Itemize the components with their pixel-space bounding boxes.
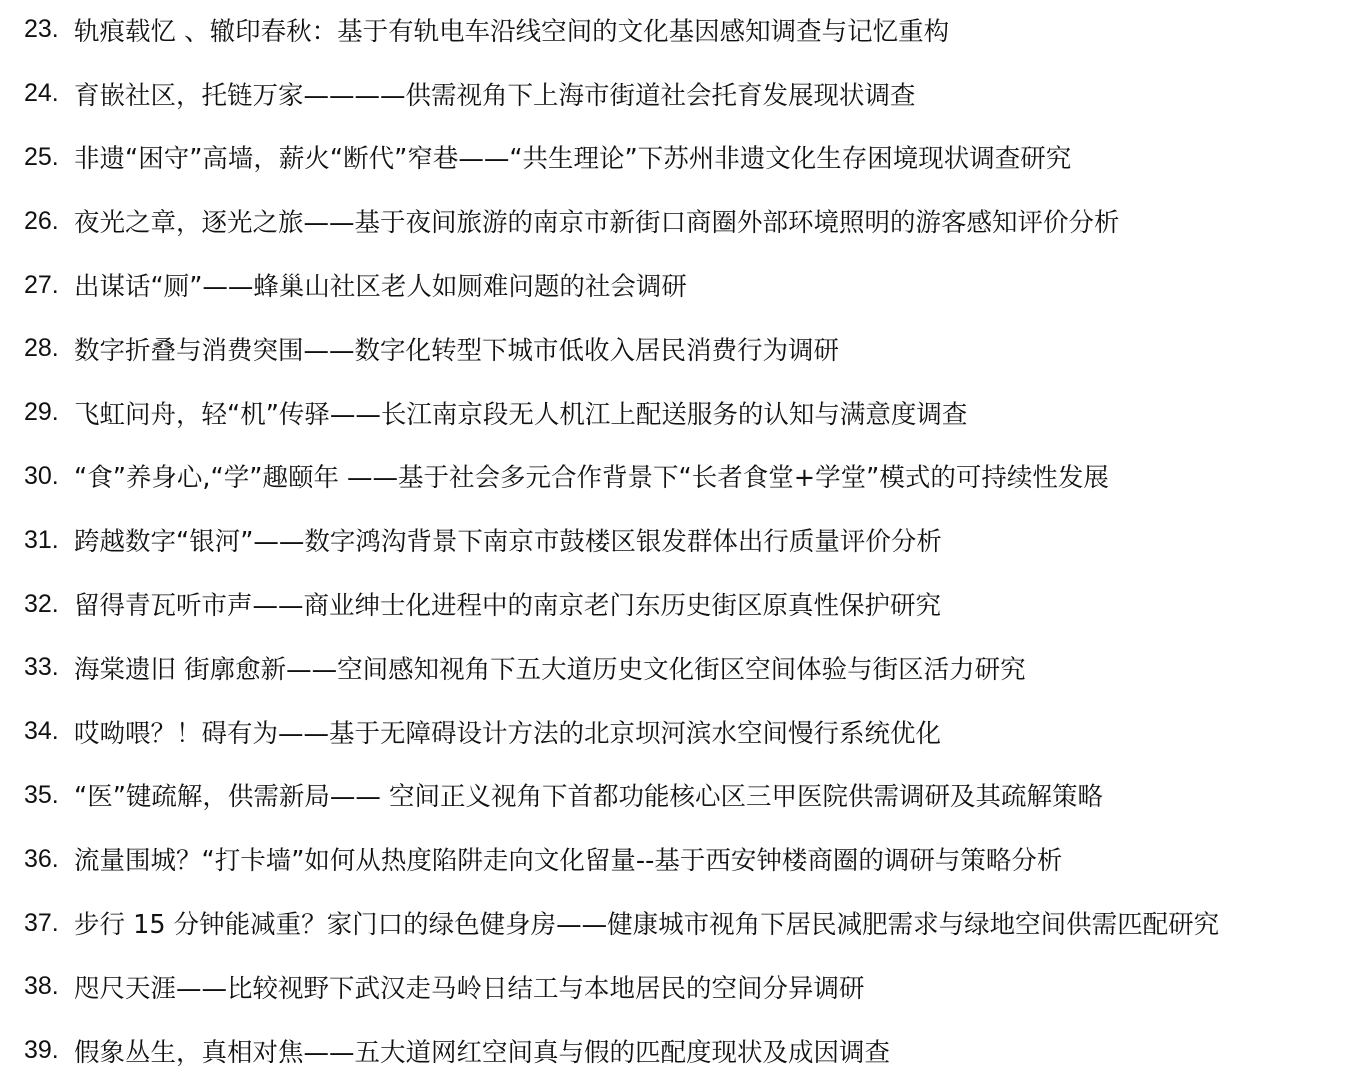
item-title: 步行 15 分钟能减重？家门口的绿色健身房——健康城市视角下居民减肥需求与绿地空间供需匹配研究	[74, 910, 1220, 941]
item-title: 留得青瓦听市声——商业绅士化进程中的南京老门东历史街区原真性保护研究	[74, 591, 942, 622]
item-number: 23.	[24, 15, 59, 44]
item-number: 28.	[24, 334, 59, 363]
list-item	[24, 253, 1359, 317]
list-item	[24, 126, 1359, 190]
item-number: 38.	[24, 972, 59, 1001]
item-number: 34.	[24, 717, 59, 746]
item-number: 35.	[24, 780, 59, 809]
project-title-list	[24, 0, 1359, 1083]
item-number: 30.	[24, 461, 59, 490]
list-item	[24, 317, 1359, 381]
item-title: “食”养身心,“学”趣颐年 ——基于社会多元合作背景下“长者食堂+学堂”模式的可持续性发展	[74, 463, 1109, 494]
list-item	[24, 62, 1359, 126]
item-number: 29.	[24, 398, 59, 427]
list-item	[24, 764, 1359, 828]
item-number: 31.	[24, 525, 59, 554]
list-item	[24, 700, 1359, 764]
item-title: 育嵌社区，托链万家————供需视角下上海市街道社会托育发展现状调查	[74, 80, 916, 111]
item-title: 数字折叠与消费突围——数字化转型下城市低收入居民消费行为调研	[74, 335, 840, 366]
item-title: 流量围城？“打卡墙”如何从热度陷阱走向文化留量--基于西安钟楼商圈的调研与策略分析	[74, 846, 1063, 877]
item-title: 飞虹问舟，轻“机”传驿——长江南京段无人机江上配送服务的认知与满意度调查	[74, 399, 968, 430]
list-item	[24, 508, 1359, 572]
item-number: 26.	[24, 206, 59, 235]
item-title: 出谋话“厕”——蜂巢山社区老人如厕难问题的社会调研	[74, 272, 687, 303]
item-number: 37.	[24, 908, 59, 937]
list-item	[24, 636, 1359, 700]
item-number: 39.	[24, 1036, 59, 1065]
list-item	[24, 1019, 1359, 1083]
item-number: 25.	[24, 142, 59, 171]
list-item	[24, 189, 1359, 253]
item-number: 32.	[24, 589, 59, 618]
list-item	[24, 0, 1359, 62]
item-number: 24.	[24, 79, 59, 108]
item-title: 跨越数字“银河”——数字鸿沟背景下南京市鼓楼区银发群体出行质量评价分析	[74, 527, 942, 558]
item-title: 假象丛生，真相对焦——五大道网红空间真与假的匹配度现状及成因调查	[74, 1037, 891, 1068]
list-item	[24, 827, 1359, 891]
item-number: 36.	[24, 844, 59, 873]
item-title: 非遗“困守”高墙，薪火“断代”窄巷——“共生理论”下苏州非遗文化生存困境现状调查研究	[74, 144, 1072, 175]
list-item	[24, 572, 1359, 636]
item-title: “医”键疏解，供需新局—— 空间正义视角下首都功能核心区三甲医院供需调研及其疏解策略	[74, 782, 1104, 813]
item-number: 33.	[24, 653, 59, 682]
item-title: 轨痕载忆 、辙印春秋：基于有轨电车沿线空间的文化基因感知调查与记忆重构	[74, 16, 950, 47]
item-title: 咫尺天涯——比较视野下武汉走马岭日结工与本地居民的空间分异调研	[74, 973, 865, 1004]
list-item	[24, 955, 1359, 1019]
list-item	[24, 445, 1359, 509]
item-title: 海棠遗旧 街廓愈新——空间感知视角下五大道历史文化街区空间体验与街区活力研究	[74, 654, 1026, 685]
item-number: 27.	[24, 270, 59, 299]
item-title: 哎呦喂？！碍有为——基于无障碍设计方法的北京坝河滨水空间慢行系统优化	[74, 718, 942, 749]
item-title: 夜光之章，逐光之旅——基于夜间旅游的南京市新街口商圈外部环境照明的游客感知评价分析	[74, 208, 1120, 239]
list-item	[24, 381, 1359, 445]
list-item	[24, 891, 1359, 955]
